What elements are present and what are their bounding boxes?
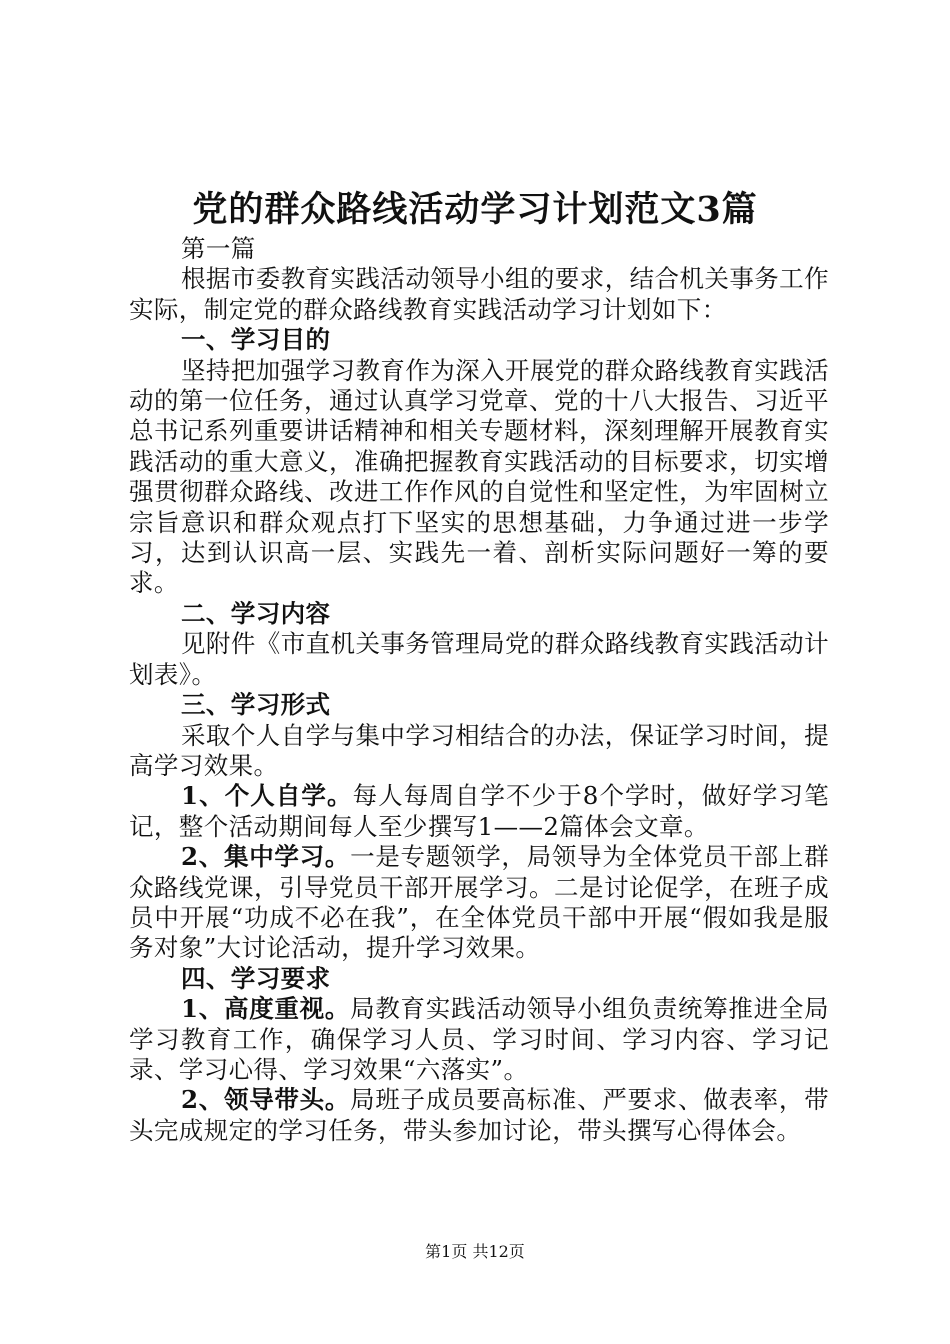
page-number: 第1页 共12页 — [425, 1242, 525, 1261]
heading-format: 三、学习形式 — [181, 690, 331, 720]
group-study-paragraph: 2、集中学习。一是专题领学，局领导为全体党员干部上群众路线党课，引导党员干部开展学习。二是讨论促学，在班子成员中开展“功成不必在我”，在全体党员干部中开展“假如我是服务对象”大讨论活动，提升学习效果。 — [129, 842, 829, 963]
heading-content: 二、学习内容 — [181, 598, 331, 628]
leadership-lead: 2、领导带头。 — [181, 1085, 351, 1115]
heading-requirements: 四、学习要求 — [181, 963, 331, 993]
self-study-lead: 1、个人自学。 — [181, 781, 353, 811]
format-paragraph: 采取个人自学与集中学习相结合的办法，保证学习时间，提高学习效果。 — [129, 720, 829, 780]
priority-paragraph: 1、高度重视。局教育实践活动领导小组负责统筹推进全局学习教育工作，确保学习人员、学习时间、学习内容、学习记录、学习心得、学习效果“六落实”。 — [129, 994, 829, 1084]
group-study-lead: 2、集中学习。 — [181, 842, 351, 872]
heading-purpose: 一、学习目的 — [181, 325, 331, 355]
intro-paragraph: 根据市委教育实践活动领导小组的要求，结合机关事务工作实际，制定党的群众路线教育实践活动学习计划如下： — [129, 264, 829, 324]
purpose-paragraph: 坚持把加强学习教育作为深入开展党的群众路线教育实践活动的第一位任务，通过认真学习党章、党的十八大报告、习近平总书记系列重要讲话精神和相关专题材料，深刻理解开展教育实践活动的重大意义，准确把握教育实践活动的目标要求，切实增强贯彻群众路线、改进工作作风的自觉性和坚定性，为牢固树立宗旨意识和群众观点打下坚实的思想基础，力争通过进一步学习，达到认识高一层、实践先一着、剖析实际问题好一筹的要求。 — [129, 355, 829, 598]
self-study-paragraph: 1、个人自学。每人每周自学不少于8个学时，做好学习笔记，整个活动期间每人至少撰写1——2篇体会文章。 — [129, 781, 829, 841]
document-body — [129, 234, 829, 1146]
priority-lead: 1、高度重视。 — [181, 994, 351, 1024]
leadership-paragraph: 2、领导带头。局班子成员要高标准、严要求、做表率，带头完成规定的学习任务，带头参加讨论，带头撰写心得体会。 — [129, 1085, 829, 1145]
section-label: 第一篇 — [181, 234, 256, 263]
content-paragraph: 见附件《市直机关事务管理局党的群众路线教育实践活动计划表》。 — [129, 629, 829, 689]
document-title: 党的群众路线活动学习计划范文3篇 — [192, 189, 758, 230]
